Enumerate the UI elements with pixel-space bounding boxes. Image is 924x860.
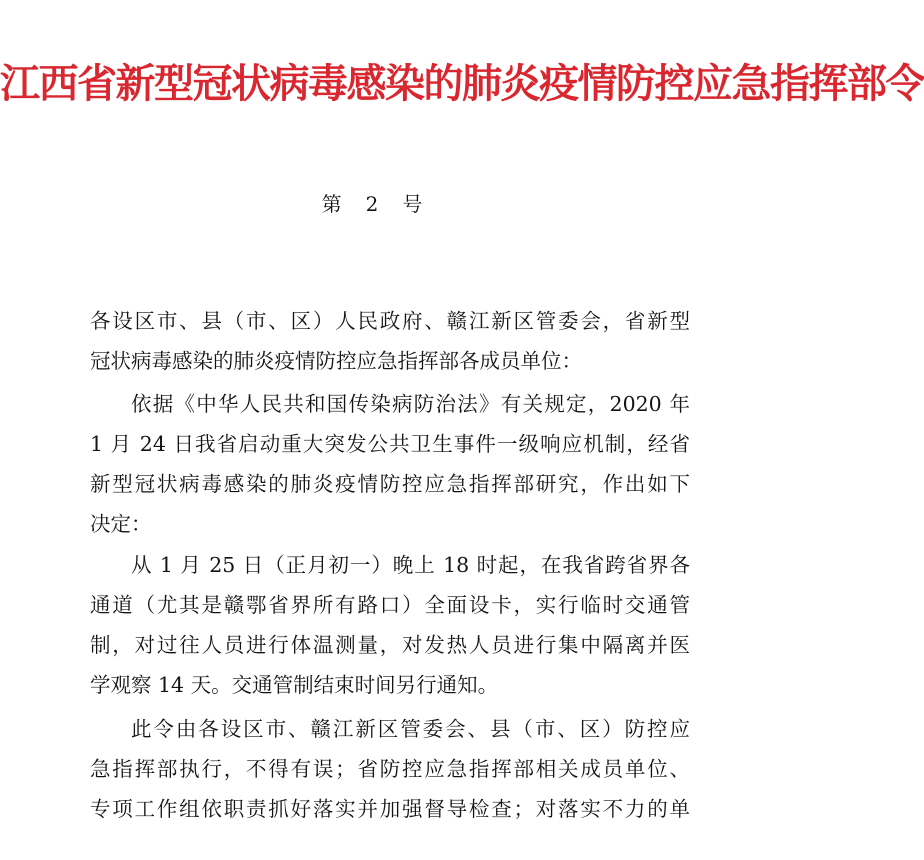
paragraph-execution [90,709,690,829]
paragraph-line: 新型冠状病毒感染的肺炎疫情防控应急指挥部研究，作出如下 [90,472,690,496]
paragraph-basis [90,384,690,544]
paragraph-line: 学观察 14 天。交通管制结束时间另行通知。 [90,673,499,697]
addressee-line: 冠状病毒感染的肺炎疫情防控应急指挥部各成员单位： [90,349,582,373]
paragraph-line: 从 1 月 25 日（正月初一）晚上 18 时起，在我省跨省界各 [131,553,690,577]
addressee [90,301,690,381]
paragraph-line: 1 月 24 日我省启动重大突发公共卫生事件一级响应机制，经省 [90,432,690,456]
paragraph-line: 急指挥部执行，不得有误；省防控应急指挥部相关成员单位、 [90,757,690,781]
paragraph-line: 制，对过往人员进行体温测量，对发热人员进行集中隔离并医 [90,633,690,657]
paragraph-line: 决定： [90,512,152,536]
paragraph-measures [90,545,690,705]
document-number [0,188,744,220]
document-number-prefix: 第 [321,192,342,216]
addressee-line: 各设区市、县（市、区）人民政府、赣江新区管委会，省新型 [90,309,690,333]
document-title: 江西省新型冠状病毒感染的肺炎疫情防控应急指挥部令 [0,60,924,107]
paragraph-line: 专项工作组依职责抓好落实并加强督导检查；对落实不力的单 [90,797,690,821]
document-number-suffix: 号 [402,192,423,216]
paragraph-line: 依据《中华人民共和国传染病防治法》有关规定，2020 年 [131,392,690,416]
document-number-value: 2 [365,192,379,216]
paragraph-line: 通道（尤其是赣鄂省界所有路口）全面设卡，实行临时交通管 [90,593,690,617]
paragraph-line: 此令由各设区市、赣江新区管委会、县（市、区）防控应 [131,717,690,741]
